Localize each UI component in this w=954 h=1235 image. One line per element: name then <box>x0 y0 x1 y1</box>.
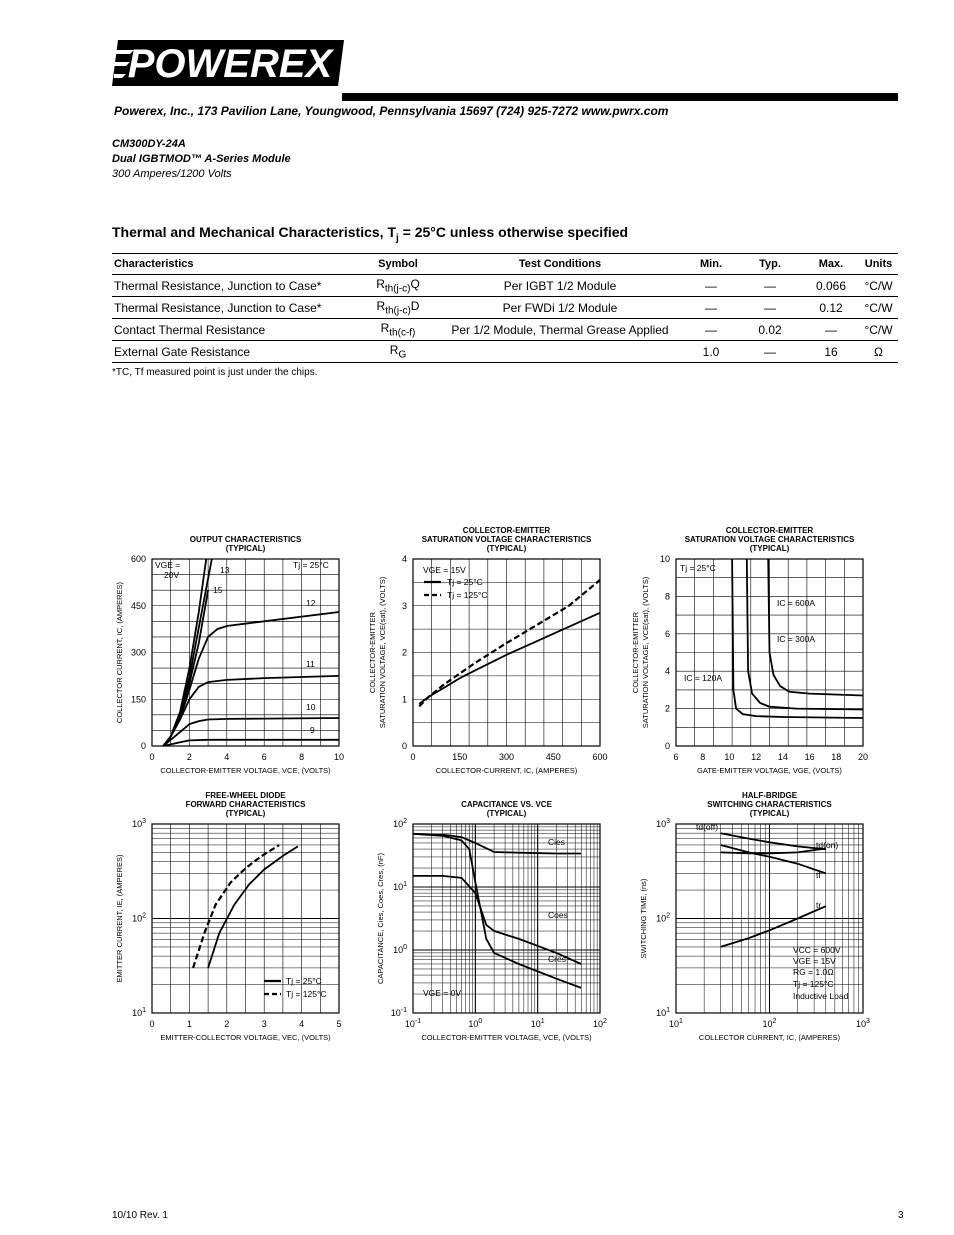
x-tick-label: 2 <box>186 752 192 762</box>
y-tick-label: 6 <box>664 628 670 639</box>
chart-title: (TYPICAL) <box>225 544 266 553</box>
chart-title: (TYPICAL) <box>486 544 527 553</box>
page-number: 3 <box>898 1210 904 1221</box>
x-tick-label: 150 <box>452 752 468 762</box>
characteristic-cell: Contact Thermal Resistance <box>112 319 361 341</box>
chart-title: COLLECTOR-EMITTER <box>725 526 814 535</box>
y-tick-label: 1 <box>401 694 407 705</box>
min-cell: 1.0 <box>685 341 737 363</box>
y-axis-label: SATURATION VOLTAGE, VCE(sat), (VOLTS) <box>641 576 650 729</box>
typ-cell: 0.02 <box>737 319 803 341</box>
chart-annotations-4 <box>264 976 327 999</box>
chart-annotation: IC = 600A <box>777 598 816 608</box>
chart-annotation: IC = 300A <box>777 634 816 644</box>
header-test-conditions: Test Conditions <box>435 254 685 275</box>
typ-cell: — <box>737 341 803 363</box>
units-cell: °C/W <box>859 297 898 319</box>
x-tick-label: $10^2$ <box>593 1018 607 1029</box>
y-tick-label: $10^2$ <box>393 818 407 829</box>
x-tick-label: 8 <box>299 752 305 762</box>
y-axis-label: COLLECTOR CURRENT, IC, (AMPERES) <box>115 581 124 724</box>
chart-annotation: Tj = 25°C <box>680 563 716 573</box>
header-min: Min. <box>685 254 737 275</box>
max-cell: — <box>803 319 859 341</box>
x-tick-label: $10^1$ <box>530 1018 545 1029</box>
units-cell: °C/W <box>859 275 898 297</box>
chart-title: HALF-BRIDGE <box>741 791 798 800</box>
header-units: Units <box>859 254 898 275</box>
chart-annotation: Tj = 125°C <box>793 979 834 989</box>
chart-annotation: tf <box>816 870 821 880</box>
y-tick-label: $10^1$ <box>132 1007 146 1018</box>
y-tick-label: $10^3$ <box>132 818 146 829</box>
chart-grid <box>676 824 863 1013</box>
y-tick-label: $10^1$ <box>656 1007 670 1018</box>
chart-annotation: VCC = 600V <box>793 945 841 955</box>
y-tick-label: 8 <box>664 591 670 602</box>
chart-annotation: 10 <box>306 702 316 712</box>
y-tick-label: 600 <box>130 554 146 564</box>
y-tick-label: 10 <box>659 554 670 564</box>
chart-annotation: 20V <box>164 570 180 580</box>
typ-cell: — <box>737 297 803 319</box>
symbol-cell: $R_G$ <box>361 341 435 363</box>
chart-annotations-2 <box>423 565 488 600</box>
company-address: Powerex, Inc., 173 Pavilion Lane, Youngwood, Pennsylvania 15697 (724) 925-7272 www.pwrx.com <box>114 104 669 118</box>
characteristic-cell: Thermal Resistance, Junction to Case* <box>112 275 361 297</box>
y-tick-label: $10^{-1}$ <box>390 1007 407 1018</box>
chart-annotation: Cres <box>548 954 566 964</box>
x-tick-label: $10^2$ <box>762 1018 777 1029</box>
chart-title: (TYPICAL) <box>486 809 527 818</box>
typ-cell: — <box>737 275 803 297</box>
chart-2 <box>368 526 608 775</box>
chart-annotation: Tj = 25°C <box>447 577 483 587</box>
y-axis-label: SWITCHING TIME, (ns) <box>639 878 648 959</box>
series-line <box>208 846 298 968</box>
chart-annotation: VGE = 15V <box>423 565 466 575</box>
x-tick-label: $10^{-1}$ <box>404 1018 422 1029</box>
chart-annotation: 11 <box>306 659 315 669</box>
series-line <box>419 613 600 704</box>
x-tick-label: 0 <box>149 1019 155 1029</box>
chart-title: SATURATION VOLTAGE CHARACTERISTICS <box>421 535 592 544</box>
chart-annotation: VGE = <box>155 560 181 570</box>
x-tick-label: 18 <box>831 752 842 762</box>
x-tick-label: 1 <box>186 1019 192 1029</box>
x-axis-label: COLLECTOR-CURRENT, IC, (AMPERES) <box>435 766 578 775</box>
x-tick-label: $10^1$ <box>669 1018 683 1029</box>
y-axis-label: SATURATION VOLTAGE, VCE(sat), (VOLTS) <box>378 576 387 729</box>
chart-1 <box>115 535 344 775</box>
y-axis-label: COLLECTOR-EMITTER <box>631 611 640 694</box>
footnote: *TC, Tf measured point is just under the chips. <box>112 367 318 378</box>
x-tick-label: 20 <box>857 752 869 762</box>
x-axis-label: COLLECTOR-EMITTER VOLTAGE, VCE, (VOLTS) <box>160 766 331 775</box>
chart-5 <box>376 800 607 1042</box>
y-axis-label: CAPACITANCE, Cies, Coes, Cres, (nF) <box>376 853 385 984</box>
y-tick-label: 4 <box>664 666 670 677</box>
y-tick-label: 0 <box>401 741 407 751</box>
series-line <box>193 845 279 968</box>
x-tick-label: 450 <box>545 752 561 762</box>
chart-annotation: Inductive Load <box>793 991 849 1001</box>
revision-label: 10/10 Rev. 1 <box>112 1210 168 1221</box>
x-tick-label: $10^0$ <box>468 1018 483 1029</box>
chart-title: (TYPICAL) <box>749 544 790 553</box>
chart-grid <box>413 559 600 746</box>
y-tick-label: 2 <box>664 703 670 714</box>
chart-annotation: 12 <box>306 598 316 608</box>
series-line <box>721 833 826 849</box>
y-tick-label: 450 <box>130 600 146 611</box>
svg-text:POWEREX: POWEREX <box>127 42 333 86</box>
y-tick-label: 150 <box>130 694 146 705</box>
y-tick-label: $10^1$ <box>393 881 407 892</box>
series-line <box>721 845 826 873</box>
chart-annotation: VGE = 0V <box>423 988 462 998</box>
chart-title: OUTPUT CHARACTERISTICS <box>189 535 302 544</box>
x-tick-label: 3 <box>261 1019 267 1029</box>
x-tick-label: 4 <box>224 752 230 762</box>
symbol-cell: $R_{th(j-c)}D$ <box>361 297 435 319</box>
units-cell: Ω <box>859 341 898 363</box>
chart-annotation: 15 <box>213 585 223 595</box>
x-tick-label: 14 <box>777 752 788 762</box>
x-tick-label: 5 <box>336 1019 342 1029</box>
min-cell: — <box>685 319 737 341</box>
series-line <box>768 559 863 696</box>
chart-annotation: Tj = 125°C <box>286 989 327 999</box>
part-rating: 300 Amperes/1200 Volts <box>112 168 232 180</box>
y-tick-label: $10^3$ <box>656 818 670 829</box>
y-tick-label: 300 <box>130 647 146 658</box>
symbol-cell: $R_{th(c-f)}$ <box>361 319 435 341</box>
min-cell: — <box>685 275 737 297</box>
x-tick-label: 2 <box>224 1019 230 1029</box>
chart-title: SATURATION VOLTAGE CHARACTERISTICS <box>684 535 855 544</box>
chart-6 <box>639 791 870 1042</box>
chart-title: FORWARD CHARACTERISTICS <box>185 800 306 809</box>
y-tick-label: $10^2$ <box>132 912 146 924</box>
max-cell: 0.12 <box>803 297 859 319</box>
chart-title: SWITCHING CHARACTERISTICS <box>707 800 832 809</box>
min-cell: — <box>685 297 737 319</box>
x-tick-label: 300 <box>498 752 515 762</box>
x-tick-label: 10 <box>333 752 345 762</box>
chart-annotation: 9 <box>310 725 315 735</box>
x-tick-label: 0 <box>410 752 416 762</box>
x-tick-label: 6 <box>261 752 267 762</box>
series-line <box>721 906 826 947</box>
characteristic-cell: Thermal Resistance, Junction to Case* <box>112 297 361 319</box>
y-axis-label: COLLECTOR-EMITTER <box>368 611 377 694</box>
x-axis-label: COLLECTOR-EMITTER VOLTAGE, VCE, (VOLTS) <box>421 1033 592 1042</box>
test-condition-cell: Per FWDi 1/2 Module <box>435 297 685 319</box>
x-tick-label: 0 <box>149 752 155 762</box>
characteristic-cell: External Gate Resistance <box>112 341 361 363</box>
test-condition-cell: Per IGBT 1/2 Module <box>435 275 685 297</box>
chart-title: FREE-WHEEL DIODE <box>205 791 286 800</box>
chart-annotation: 13 <box>220 565 230 575</box>
y-tick-label: $10^2$ <box>656 912 670 924</box>
chart-annotation: td(off) <box>696 822 719 832</box>
y-tick-label: 4 <box>401 554 407 564</box>
y-tick-label: 0 <box>140 741 146 751</box>
chart-annotation: IC = 120A <box>684 673 723 683</box>
chart-title: COLLECTOR-EMITTER <box>462 526 551 535</box>
chart-annotation: Tj = 125°C <box>447 590 488 600</box>
part-number: CM300DY-24A <box>112 138 186 150</box>
header-symbol: Symbol <box>361 254 435 275</box>
max-cell: 0.066 <box>803 275 859 297</box>
chart-annotation: td(on) <box>816 840 839 850</box>
test-condition-cell: Per 1/2 Module, Thermal Grease Applied <box>435 319 685 341</box>
y-tick-label: 3 <box>401 600 407 611</box>
chart-annotation: Coes <box>548 910 568 920</box>
x-tick-label: 8 <box>700 752 706 762</box>
units-cell: °C/W <box>859 319 898 341</box>
header-max: Max. <box>803 254 859 275</box>
chart-annotation: RG = 1.0Ω <box>793 967 834 977</box>
chart-annotation: Tj = 25°C <box>286 976 322 986</box>
x-tick-label: 12 <box>751 752 762 762</box>
section-title: Thermal and Mechanical Characteristics, $T_j = 25^\circ C$ unless otherwise specified <box>112 224 629 244</box>
y-tick-label: $10^0$ <box>393 944 407 955</box>
x-axis-label: COLLECTOR CURRENT, IC, (AMPERES) <box>698 1033 841 1042</box>
x-tick-label: 600 <box>592 752 608 762</box>
x-tick-label: 6 <box>673 752 679 762</box>
chart-3 <box>631 526 868 775</box>
x-tick-label: $10^3$ <box>856 1018 870 1029</box>
max-cell: 16 <box>803 341 859 363</box>
y-tick-label: 2 <box>401 647 407 658</box>
chart-title: (TYPICAL) <box>225 809 266 818</box>
chart-title: (TYPICAL) <box>749 809 790 818</box>
chart-annotation: tr <box>816 900 822 910</box>
y-tick-label: 0 <box>664 741 670 751</box>
x-axis-label: GATE-EMITTER VOLTAGE, VGE, (VOLTS) <box>697 766 842 775</box>
y-axis-label: EMITTER CURRENT, IE, (AMPERES) <box>115 854 124 983</box>
chart-annotation: Cies <box>548 837 566 847</box>
chart-annotation: VGE = 15V <box>793 956 836 966</box>
symbol-cell: $R_{th(j-c)}Q$ <box>361 275 435 297</box>
x-tick-label: 4 <box>299 1019 305 1029</box>
x-tick-label: 10 <box>724 752 735 762</box>
chart-annotation: Tj = 25°C <box>293 560 329 570</box>
chart-4 <box>115 791 342 1042</box>
header-characteristics: Characteristics <box>112 254 361 275</box>
header-typ: Typ. <box>737 254 803 275</box>
x-axis-label: EMITTER-COLLECTOR VOLTAGE, VEC, (VOLTS) <box>160 1033 331 1042</box>
chart-title: CAPACITANCE VS. VCE <box>461 800 552 809</box>
x-tick-label: 16 <box>804 752 815 762</box>
part-description: Dual IGBTMOD™ A-Series Module <box>112 153 291 165</box>
